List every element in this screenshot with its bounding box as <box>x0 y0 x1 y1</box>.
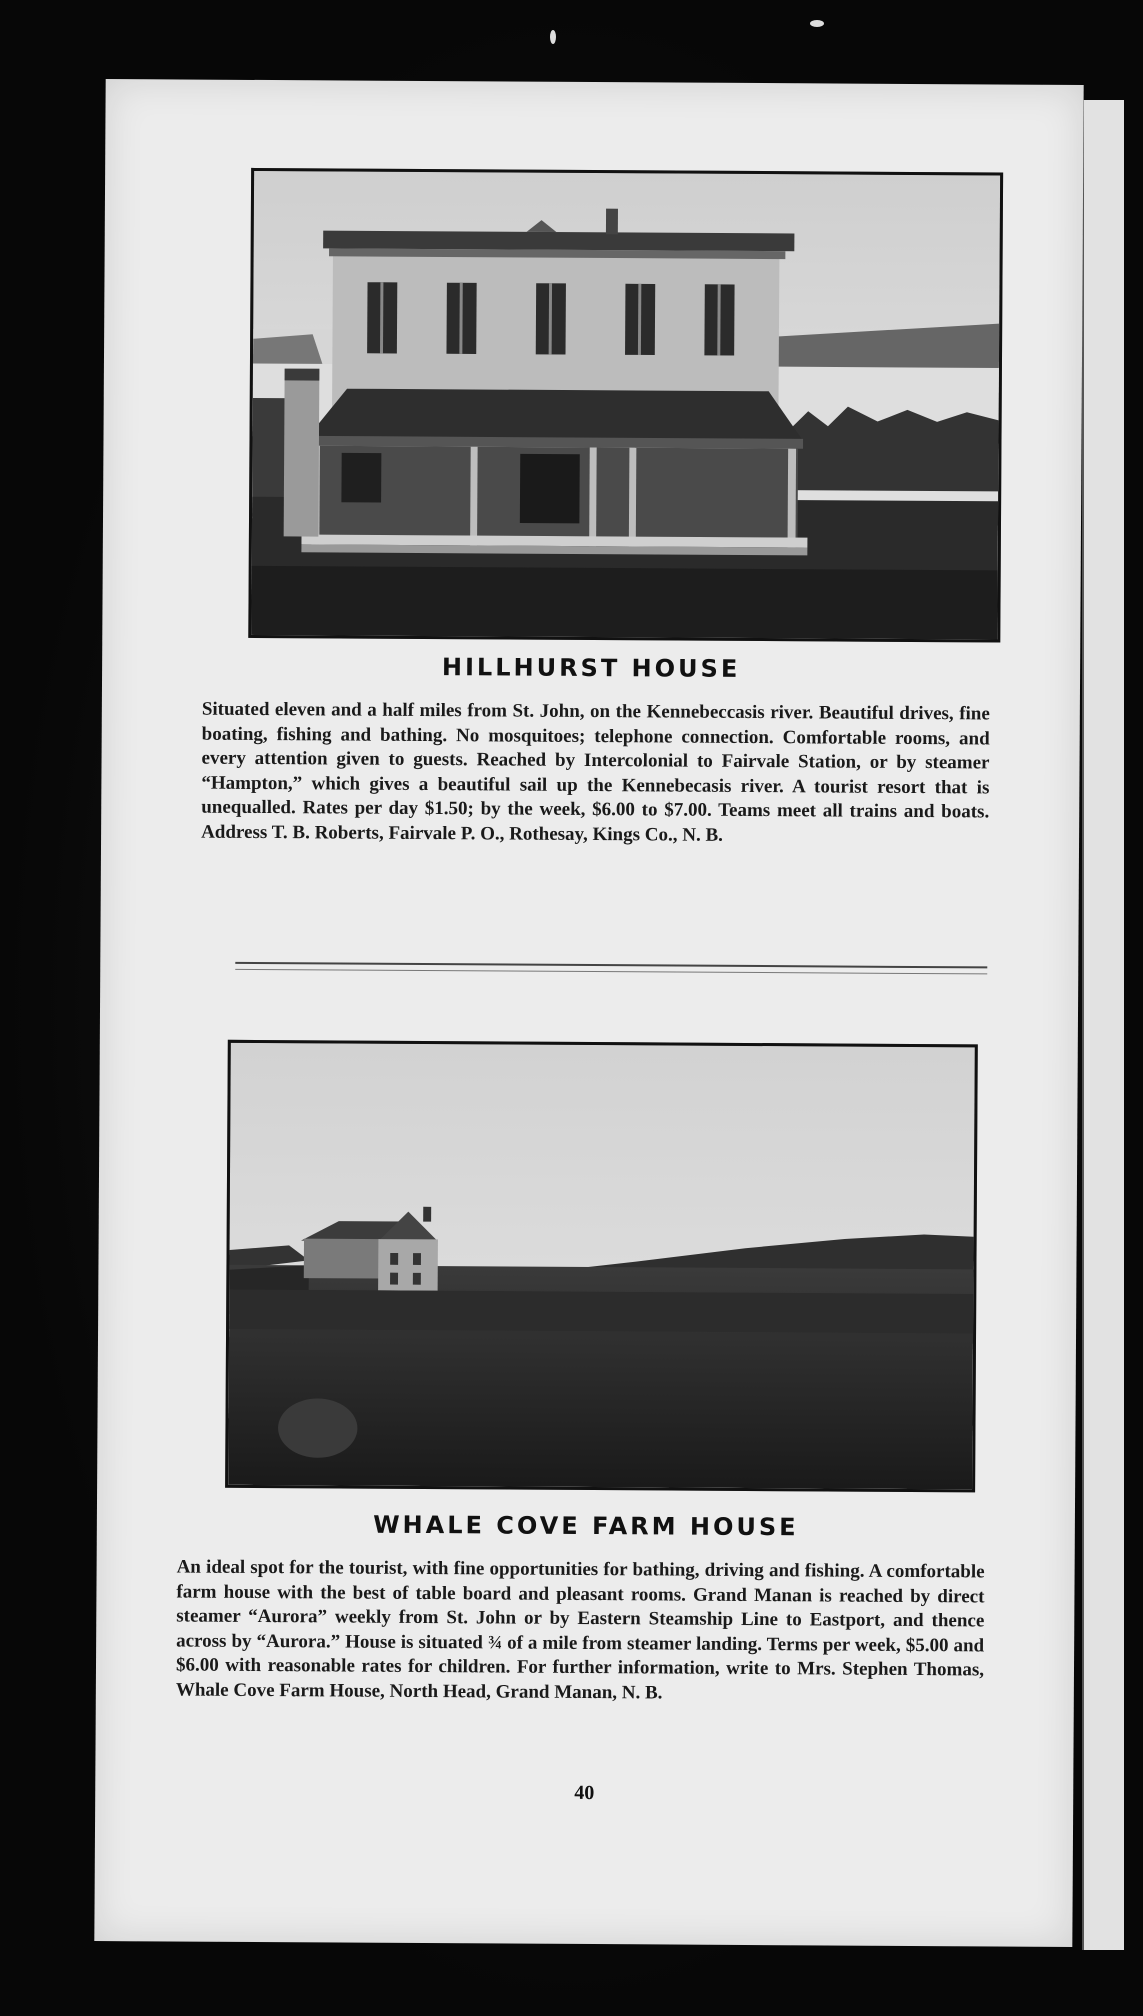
scan-speck <box>550 30 556 44</box>
page-number: 40 <box>574 1781 595 1805</box>
hillhurst-house-photo <box>248 168 1003 643</box>
whale-cove-farm-house-photo <box>225 1040 978 1493</box>
whale-cove-farm-house-description: An ideal spot for the tourist, with fine opportunities for bathing, driving and fishing. A comfortable farm house with the best of table board and pleasant rooms. Grand Manan is reached by direct steamer “Aurora” weekly from St. John or by Eastern Steamship Line to Eastport, and thence across by “Aurora.” House is situated ¾ of a mile from steamer landing. Terms per week, $5.00 and $6.00 with reasonable rates for children. For further information, write to Mrs. Stephen Thomas, Whale Cove Farm House, North Head, Grand Manan, N. B. <box>175 1556 985 1704</box>
book-page <box>94 79 1083 1947</box>
hillhurst-house-image <box>251 171 1000 640</box>
hillhurst-house-heading: HILLHURST HOUSE <box>441 653 741 683</box>
whale-cove-farm-house-image <box>228 1043 975 1490</box>
section-divider <box>235 962 987 975</box>
scan-speck <box>810 20 824 27</box>
whale-cove-farm-house-heading: WHALE COVE FARM HOUSE <box>373 1510 799 1542</box>
adjacent-page-edge <box>1082 100 1124 1950</box>
hillhurst-house-description: Situated eleven and a half miles from St. John, on the Kennebeccasis river. Beautiful drives, fine boating, fishing and bathing. No mosquitoes; telephone connection. Comfortable rooms, and every attention given to guests. Reached by Intercolonial to Fairvale Station, or by steamer “Hampton,” which gives a beautiful sail up the Kennebecasis river. A tourist resort that is unequalled. Rates per day $1.50; by the week, $6.00 to $7.00. Teams meet all trains and boats. Address T. B. Roberts, Fairvale P. O., Rothesay, Kings Co., N. B. <box>201 698 990 846</box>
